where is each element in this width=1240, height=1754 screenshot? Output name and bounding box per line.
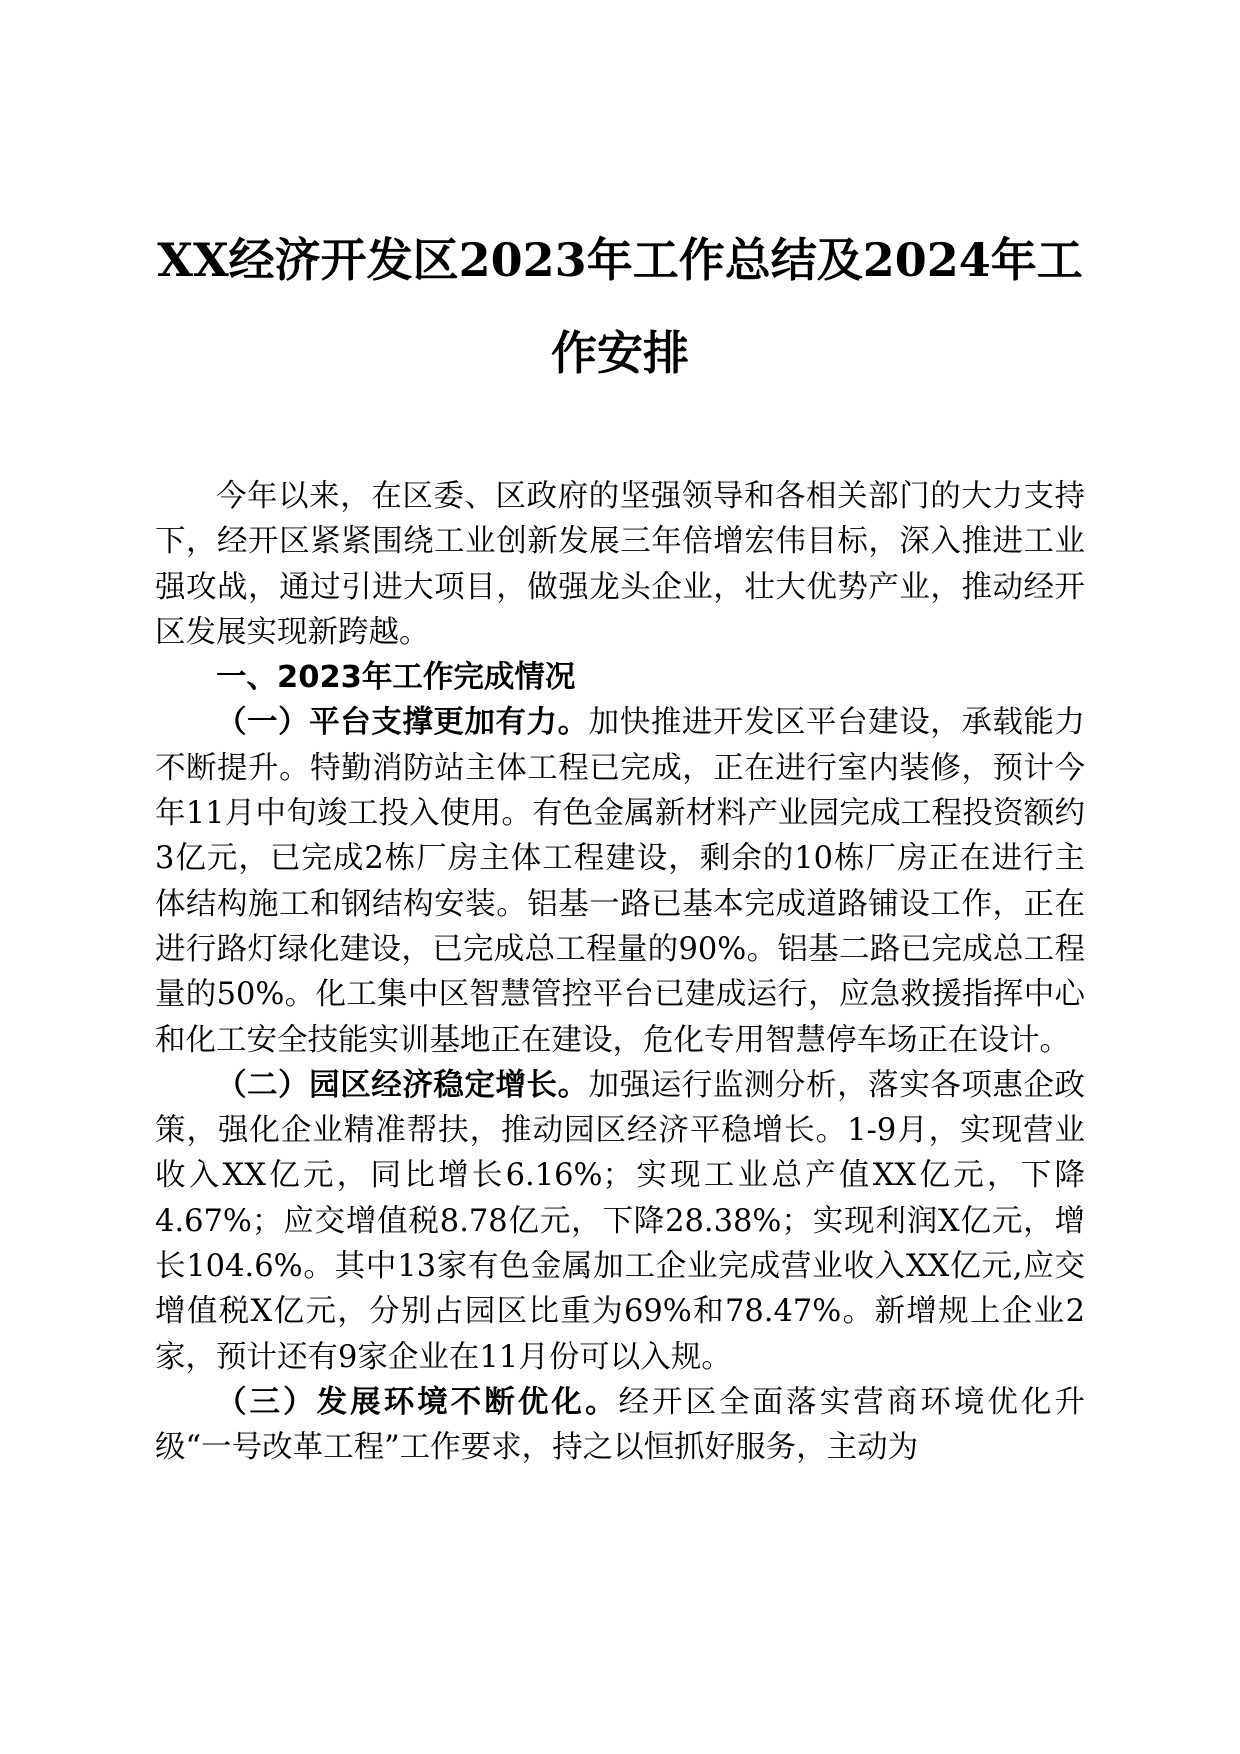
item-1-paragraph [155,700,1085,1062]
item-3-paragraph [155,1380,1085,1471]
item-2-paragraph [155,1063,1085,1380]
item-1-text: 加快推进开发区平台建设，承载能力不断提升。特勤消防站主体工程已完成，正在进行室内装修，预计今年11月中旬竣工投入使用。有色金属新材料产业园完成工程投资额约3亿元，已完成2栋厂房主体工程建设，剩余的10栋厂房正在进行主体结构施工和钢结构安装。铝基一路已基本完成道路铺设工作，正在进行路灯绿化建设，已完成总工程量的90%。铝基二路已完成总工程量的50%。化工集中区智慧管控平台已建成运行，应急救援指挥中心和化工安全技能实训基地正在建设，危化专用智慧停车场正在设计。 [155,705,1086,1058]
item-3-text: 经开区全面落实营商环境优化升级“一号改革工程”工作要求，持之以恒抓好服务，主动为 [155,1384,1086,1466]
item-2-lead: （二）园区经济稳定增长。 [216,1066,589,1103]
item-3-lead: （三）发展环境不断优化。 [216,1383,619,1420]
document-body [155,474,1085,1471]
document-title: XX经济开发区2023年工作总结及2024年工作安排 [157,233,1083,380]
item-1-lead: （一）平台支撑更加有力。 [216,704,589,741]
section-heading-1: 一、2023年工作完成情况 [216,660,576,696]
item-2-text: 加强运行监测分析，落实各项惠企政策，强化企业精准帮扶，推动园区经济平稳增长。1-9月，实现营业收入XX亿元，同比增长6.16%；实现工业总产值XX亿元，下降4.67%；应交增值税8.78亿元，下降28.38%；实现利润X亿元，增长104.6%。其中13家有色金属加工企业完成营业收入XX亿元,应交增值税X亿元，分别占园区比重为69%和78.47%。新增规上企业2家，预计还有9家企业在11月份可以入规。 [155,1067,1086,1375]
intro-paragraph: 今年以来，在区委、区政府的坚强领导和各相关部门的大力支持下，经开区紧紧围绕工业创新发展三年倍增宏伟目标，深入推进工业强攻战，通过引进大项目，做强龙头企业，壮大优势产业，推动经开区发展实现新跨越。 [155,479,1085,650]
